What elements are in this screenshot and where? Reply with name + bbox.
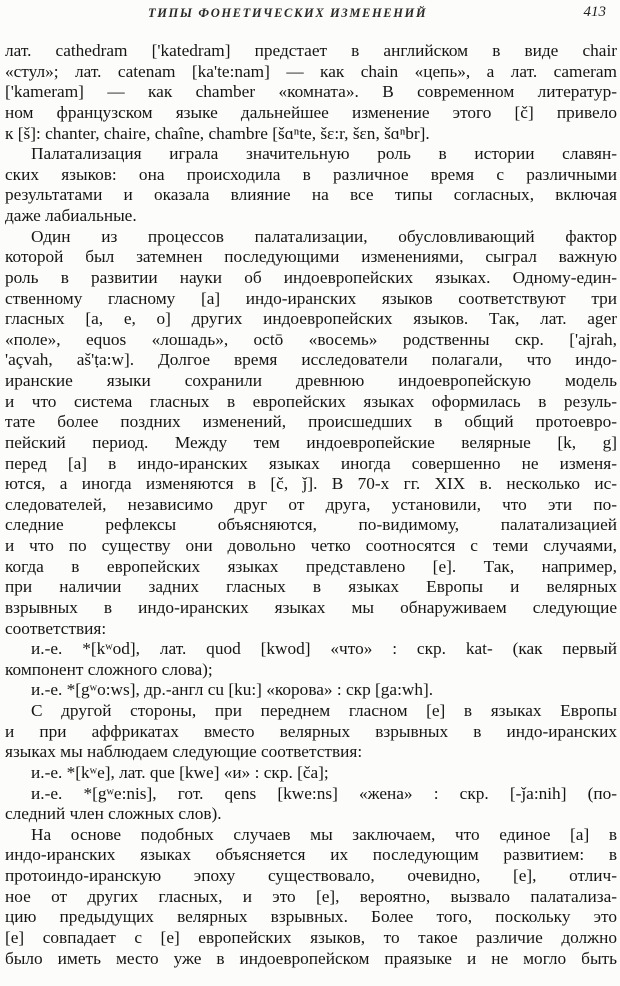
page-header xyxy=(0,2,620,28)
text-line: взрывных в индо-иранских языках мы обнаруживаем следующие xyxy=(5,597,617,617)
text-line: [e] совпадает с [e] европейских языков, то такое различие должно xyxy=(5,927,617,947)
text-line: следние рефлексы объясняются, по-видимому, палатализацией xyxy=(5,515,617,535)
text-line: Один из процессов палатализации, обусловливающий фактор xyxy=(31,226,617,246)
text-line: гласных [a, e, o] других индоевропейских языков. Так, лат. ager xyxy=(5,309,617,329)
text-line: 'açvah, aš'ṭa:w]. Долгое время исследователи полагали, что индо- xyxy=(5,350,617,370)
text-line: и.-е. *[kʷe], лат. que [kwe] «и» : скр. [ča]; xyxy=(31,762,329,782)
text-line: роль в развитии науки об индоевропейских языках. Одному-един- xyxy=(5,267,617,287)
text-line: перед [a] в индо-иранских языках иногда совершенно не изменя- xyxy=(5,453,617,473)
text-line: На основе подобных случаев мы заключаем, что единое [a] в xyxy=(31,824,617,844)
body-text xyxy=(5,41,617,969)
text-line: ственному гласному [a] индо-иранских языков соответствуют три xyxy=(5,288,617,308)
text-line: следователей, независимо друг от друга, установили, что эти по- xyxy=(5,494,617,514)
text-line: было иметь место уже в индоевропейском праязыке и не могло быть xyxy=(5,948,617,968)
text-line: и что система гласных в европейских языках оформилась в резуль- xyxy=(5,391,617,411)
text-line: ских языков: она происходила в различное время с различными xyxy=(5,164,617,184)
text-line: Палатализация играла значительную роль в истории славян- xyxy=(31,144,617,164)
text-line: и при аффрикатах вместо велярных взрывных в индо-иранских xyxy=(5,721,617,741)
text-line: и.-е. *[gʷe:nis], гот. qens [kwe:ns] «жена» : скр. [-ǰa:nih] (по- xyxy=(31,783,617,803)
text-line: языках мы наблюдаем следующие соответствия: xyxy=(5,742,363,762)
text-line: следний член сложных слов). xyxy=(5,804,222,824)
running-title: ТИПЫ ФОНЕТИЧЕСКИХ ИЗМЕНЕНИЙ xyxy=(148,6,428,20)
text-line: ном французском языке дальнейшее изменение этого [č] привело xyxy=(5,102,617,122)
text-line: и.-е. *[gʷo:ws], др.-англ cu [ku:] «корова» : скр [ga:wh]. xyxy=(31,680,434,700)
text-line: даже лабиальные. xyxy=(5,206,137,225)
text-line: пейский период. Между тем индоевропейские велярные [k, g] xyxy=(5,432,617,452)
text-line: и.-е. *[kʷod], лат. quod [kwod] «что» : скр. kat- (как первый xyxy=(31,639,617,659)
text-line: которой был затемнен последующими изменениями, сыграл важную xyxy=(5,247,617,267)
text-line: «стул»; лат. catenam [ka'te:nam] — как chain «цепь», а лат. cameram xyxy=(5,61,617,81)
text-line: тате более поздних изменений, происшедших в общий протоевро- xyxy=(5,412,617,432)
text-line: и что по существу они довольно четко соотносятся с теми случаями, xyxy=(5,536,617,555)
text-line: С другой стороны, при переднем гласном [e] в языках Европы xyxy=(31,701,617,720)
text-line: к [š]: chanter, chaire, chaîne, chambre [šɑⁿte, šɛ:r, šɛn, šɑⁿbr]. xyxy=(5,123,430,143)
text-line: при наличии задних гласных в языках Европы и велярных xyxy=(5,577,617,597)
text-line: ['kameram] — как chamber «комната». В современном литератур- xyxy=(5,82,617,102)
text-line: соответствия: xyxy=(5,618,107,638)
text-line: ются, а иногда изменяются в [č, ǰ]. В 70-х гг. XIX в. несколько ис- xyxy=(5,474,617,494)
page-number: 413 xyxy=(583,4,606,20)
text-line: ное от других гласных, и это [e], вероятно, вызвало палатализа- xyxy=(5,886,617,906)
text-line: результатами и оказала влияние на все типы согласных, включая xyxy=(5,185,617,205)
text-line: «поле», equos «лошадь», octō «восемь» родственны скр. ['ajrah, xyxy=(5,329,617,349)
text-line: протоиндо-иранскую эпоху существовало, очевидно, [e], отлич- xyxy=(5,866,617,885)
text-line: лат. cathedram ['katedram] предстает в английском в виде chair xyxy=(5,41,617,60)
text-line: компонент сложного слова); xyxy=(5,659,213,679)
text-line: индо-иранских языках объясняется их последующим развитием: в xyxy=(5,845,617,865)
text-line: когда в европейских языках представлено [e]. Так, например, xyxy=(5,556,617,576)
text-line: цию предыдущих велярных взрывных. Более того, поскольку это xyxy=(5,907,617,927)
text-line: иранские языки сохранили древнюю индоевропейскую модель xyxy=(5,371,617,390)
